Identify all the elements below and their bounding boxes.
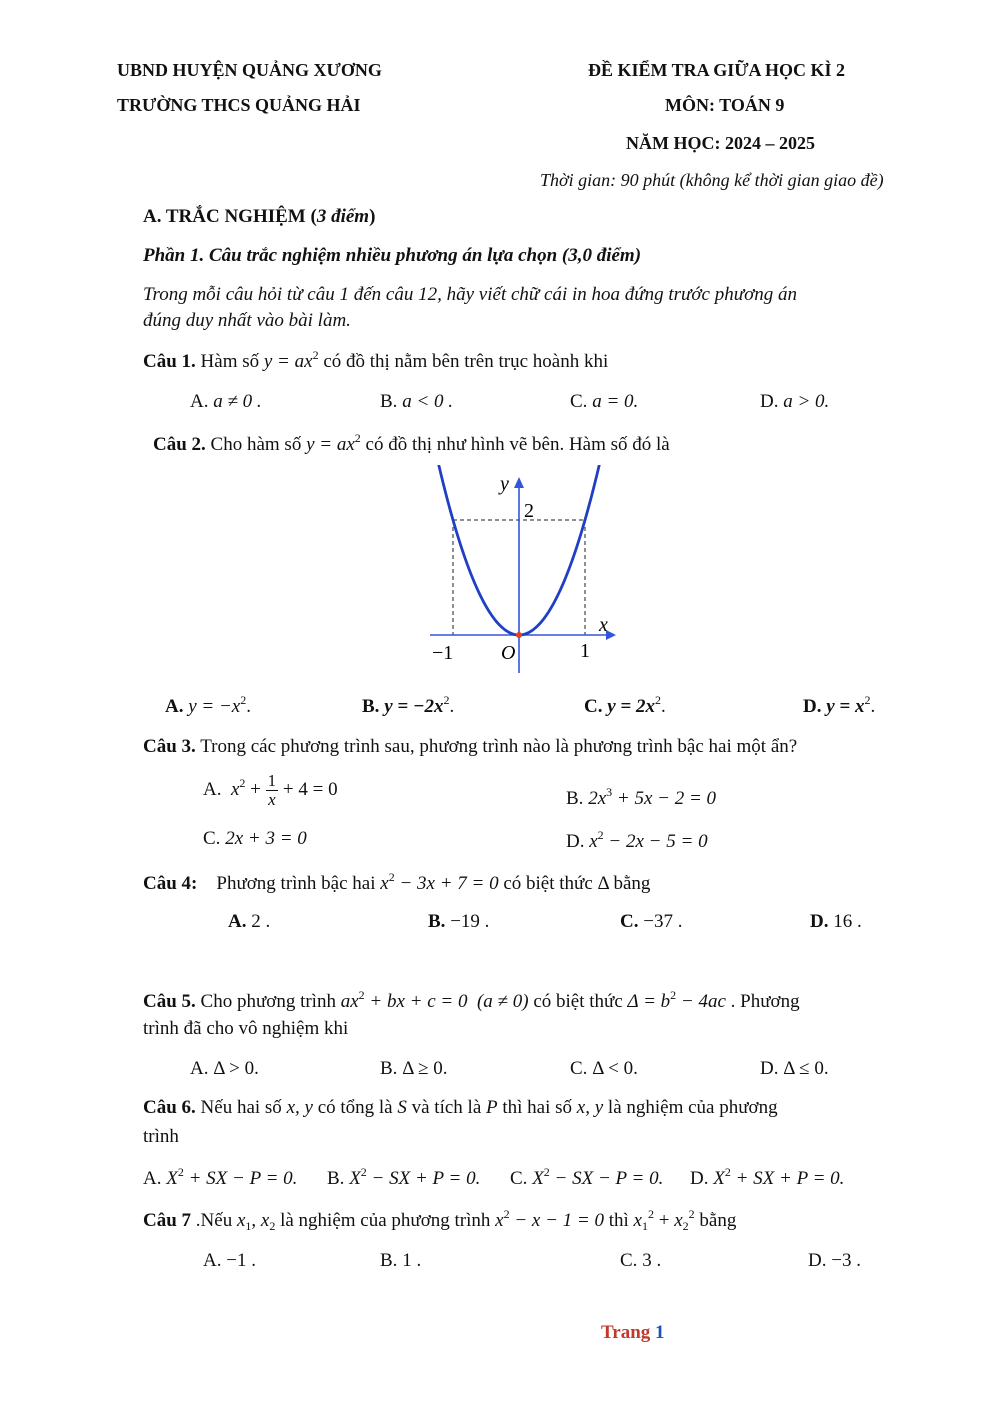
question-1: Câu 1. Hàm số $y = ax^2$ có đồ thị nằm bên trên trục hoành khi <box>143 348 609 372</box>
question-3: Câu 3. Trong các phương trình sau, phương trình nào là phương trình bậc hai một ẩn? <box>143 736 798 757</box>
question-4: Câu 4: Phương trình bậc hai $x^2 - 3x + 7 = 0$ có biệt thức Δ bằng <box>143 870 651 894</box>
q5-option-d[interactable]: D. Δ ≤ 0. <box>760 1058 829 1079</box>
q1-option-a[interactable]: A. a ≠ 0 . <box>190 391 262 412</box>
q4-option-b[interactable]: B. −19 . <box>428 911 490 932</box>
parabola-graph <box>420 465 640 680</box>
q3-option-d[interactable]: D. $x^2 - 2x - 5 = 0$ <box>566 828 708 852</box>
instruction-line1: Trong mỗi câu hỏi từ câu 1 đến câu 12, hãy viết chữ cái in hoa đứng trước phương án <box>143 284 797 305</box>
q4-option-d[interactable]: D. 16 . <box>810 911 862 932</box>
q6-option-a[interactable]: A. $X^2$ + SX − P = 0. <box>143 1165 298 1189</box>
tick-label-1: 1 <box>580 640 590 662</box>
q1-option-b[interactable]: B. a < 0 . <box>380 391 454 412</box>
q6-option-b[interactable]: B. $X^2$ − SX + P = 0. <box>327 1165 481 1189</box>
school-district: UBND HUYỆN QUẢNG XƯƠNG <box>117 60 382 80</box>
y-axis-label: y <box>500 473 509 495</box>
page-footer <box>601 1322 665 1344</box>
part1-title: Phần 1. Câu trắc nghiệm nhiều phương án lựa chọn (3,0 điểm) <box>143 245 642 266</box>
q2-option-a[interactable]: A. $y = -x^2$. <box>165 693 251 717</box>
q5-option-a[interactable]: A. Δ > 0. <box>190 1058 259 1079</box>
q1-option-c[interactable]: C. a = 0. <box>570 391 639 412</box>
question-6-line2: trình <box>143 1126 179 1147</box>
q5-option-b[interactable]: B. Δ ≥ 0. <box>380 1058 448 1079</box>
q3-option-c[interactable]: C. 2x + 3 = 0 <box>203 828 307 849</box>
q4-option-a[interactable]: A. 2 . <box>228 911 271 932</box>
q1-option-d[interactable]: D. a > 0. <box>760 391 830 412</box>
page-number: 1 <box>655 1322 665 1343</box>
q2-option-b[interactable]: B. $y = -2x^2$. <box>362 693 455 717</box>
q2-option-c[interactable]: C. $y = 2x^2$. <box>584 693 666 717</box>
time-note: Thời gian: 90 phút (không kể thời gian giao đề) <box>540 170 884 190</box>
question-6: Câu 6. Nếu hai số x, y có tổng là S và tích là P thì hai số x, y là nghiệm của phương <box>143 1097 778 1118</box>
q6-option-d[interactable]: D. $X^2$ + SX + P = 0. <box>690 1165 845 1189</box>
question-7: Câu 7 .Nếu $x_1$, $x_2$ là nghiệm của phương trình $x^2 - x - 1 = 0$ thì $x_1^2 + x_2^2$ bằng <box>143 1207 737 1233</box>
school-year: NĂM HỌC: 2024 – 2025 <box>626 133 815 153</box>
instruction-line2: đúng duy nhất vào bài làm. <box>143 310 351 331</box>
q4-option-c[interactable]: C. −37 . <box>620 911 683 932</box>
q7-option-a[interactable]: A. −1 . <box>203 1250 256 1271</box>
school-name: TRƯỜNG THCS QUẢNG HẢI <box>117 95 361 115</box>
section-a-title: A. TRẮC NGHIỆM (3 điểm) <box>143 206 376 227</box>
q7-option-d[interactable]: D. −3 . <box>808 1250 861 1271</box>
origin-label: O <box>501 642 516 664</box>
y-axis-arrow <box>514 477 524 488</box>
exam-title: ĐỀ KIỂM TRA GIỮA HỌC KÌ 2 <box>588 60 846 80</box>
q5-option-c[interactable]: C. Δ < 0. <box>570 1058 638 1079</box>
q3-option-a[interactable]: A. $x^2$ + $\frac{1}{x}$ + 4 = 0 <box>203 771 338 809</box>
question-5: Câu 5. Cho phương trình $ax^2$ + bx + c = 0 (a ≠ 0) có biệt thức $\Delta = b^2 - 4ac$ . Phương <box>143 988 800 1012</box>
exam-subject: MÔN: TOÁN 9 <box>665 95 785 115</box>
q6-option-c[interactable]: C. $X^2$ − SX − P = 0. <box>510 1165 664 1189</box>
page-footer-word: Trang <box>601 1322 651 1343</box>
question-2: Câu 2. Cho hàm số $y = ax^2$ có đồ thị như hình vẽ bên. Hàm số đó là <box>153 431 670 455</box>
q7-option-c[interactable]: C. 3 . <box>620 1250 662 1271</box>
q2-option-d[interactable]: D. $y = x^2$. <box>803 693 876 717</box>
tick-label-2: 2 <box>524 500 534 522</box>
tick-label-neg1: −1 <box>432 642 454 664</box>
question-5-line2: trình đã cho vô nghiệm khi <box>143 1018 349 1039</box>
q7-option-b[interactable]: B. 1 . <box>380 1250 422 1271</box>
x-axis-label: x <box>599 614 608 636</box>
q3-option-b[interactable]: B. $2x^3 + 5x - 2 = 0$ <box>566 785 717 809</box>
origin-dot <box>516 632 522 638</box>
